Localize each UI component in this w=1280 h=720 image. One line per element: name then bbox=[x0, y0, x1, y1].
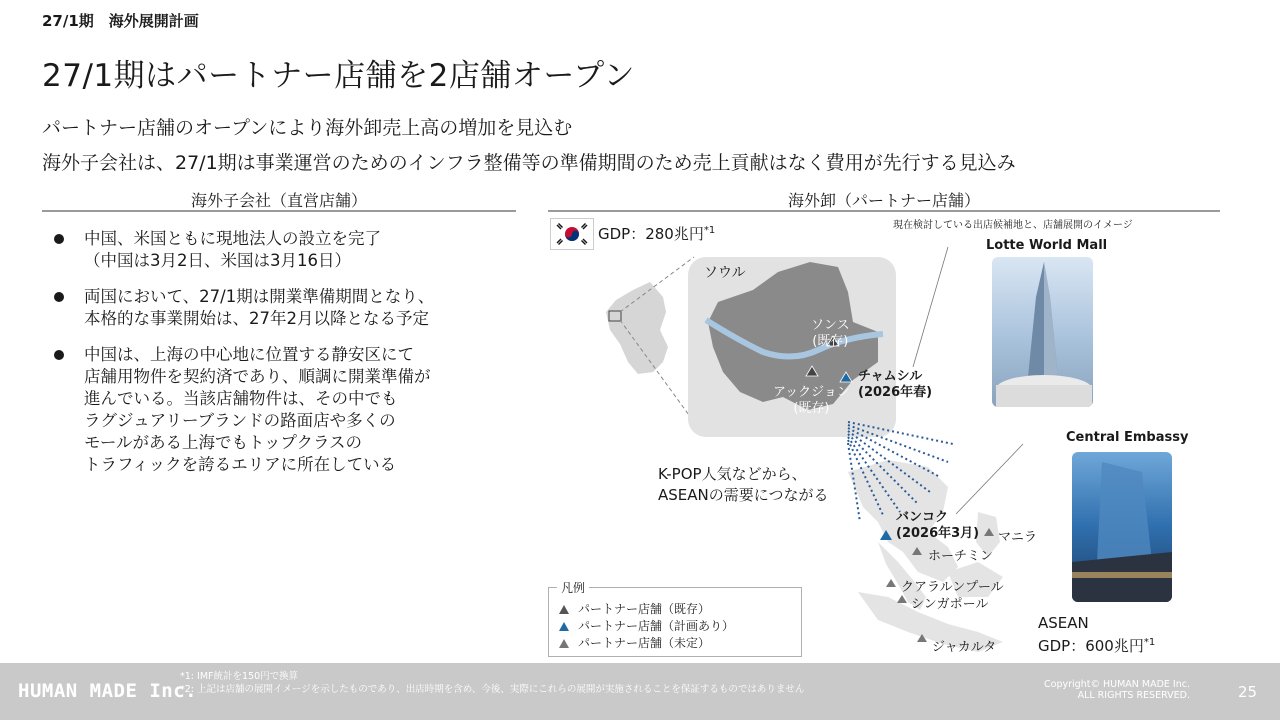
footnotes bbox=[180, 670, 804, 696]
apgujeong-name: アックジョン bbox=[773, 385, 850, 400]
central-embassy-photo bbox=[1072, 452, 1172, 602]
bangkok-status: (2026年3月) bbox=[896, 526, 980, 541]
footnote-ref: *1 bbox=[1143, 637, 1156, 648]
list-item bbox=[54, 228, 514, 272]
list-item bbox=[54, 286, 514, 330]
subtitle-1: パートナー店舗のオープンにより海外卸売上高の増加を見込む bbox=[42, 117, 573, 139]
legend-existing-label: パートナー店舗（既存） bbox=[578, 602, 711, 616]
jamsil-name: チャムシル bbox=[858, 369, 923, 384]
bullet-dot bbox=[54, 292, 64, 302]
bullet-line: 中国は、上海の中心地に位置する静安区にて bbox=[84, 345, 414, 364]
lotte-label: Lotte World Mall bbox=[986, 238, 1108, 253]
apgujeong-status: (既存) bbox=[793, 401, 830, 416]
page-number: 25 bbox=[1238, 683, 1258, 701]
subtitle-2: 海外子会社は、27/1期は事業運営のためのインフラ整備等の準備期間のため売上貢献はなく費用が先行する見込み bbox=[42, 152, 1016, 174]
kpop-line-1: K-POP人気などから、 bbox=[658, 465, 807, 483]
legend-planned-label: パートナー店舗（計画あり） bbox=[578, 619, 735, 633]
kualalumpur-label: クアラルンプール bbox=[901, 580, 1004, 595]
bullet-line: モールがある上海でもトップクラスの bbox=[84, 433, 363, 452]
right-heading: 海外卸（パートナー店舗） bbox=[548, 188, 1220, 212]
triangle-icon bbox=[559, 605, 569, 614]
bullet-dot bbox=[54, 234, 64, 244]
bullet-dot bbox=[54, 350, 64, 360]
footnote-2: *2: 上記は店舗の展開イメージを示したものであり、出店時期を含め、今後、実際にこれらの展開が実施されることを保証するものではありません bbox=[180, 684, 805, 695]
bullet-line: 進んでいる。当該店舗物件は、その中でも bbox=[84, 389, 398, 408]
hochiminh-label: ホーチミン bbox=[928, 549, 994, 564]
footnote-1: *1: IMF統計を150円で換算 bbox=[180, 671, 299, 682]
triangle-icon bbox=[559, 639, 569, 648]
seoul-label: ソウル bbox=[704, 265, 746, 281]
bullet-line: 店舗用物件を契約済であり、順調に開業準備が bbox=[84, 367, 431, 386]
apgujeong-label bbox=[773, 385, 850, 417]
company-logo: HUMAN MADE Inc. bbox=[18, 680, 198, 702]
jamsil-label bbox=[858, 369, 932, 401]
bullet-line: 中国、米国ともに現地法人の設立を完了 bbox=[84, 229, 381, 248]
footnote-ref: *1 bbox=[703, 225, 716, 236]
candidate-note: 現在検討している出店候補地と、店舗展開のイメージ bbox=[893, 220, 1133, 231]
bangkok-name: バンコク bbox=[896, 510, 949, 525]
sons-label bbox=[811, 318, 850, 350]
copyright-line-2: ALL RIGHTS RESERVED. bbox=[1077, 690, 1190, 701]
kpop-note bbox=[658, 464, 828, 506]
legend-planned bbox=[559, 617, 734, 634]
legend bbox=[548, 581, 802, 657]
bullet-line: ラグジュアリーブランドの路面店や多くの bbox=[84, 411, 396, 430]
asean-gdp bbox=[1038, 614, 1155, 656]
page-title: 27/1期はパートナー店舗を2店舗オープン bbox=[42, 58, 636, 94]
singapore-label: シンガポール bbox=[911, 597, 989, 612]
sons-name: ソンス bbox=[811, 318, 850, 333]
jakarta-label: ジャカルタ bbox=[932, 640, 997, 655]
legend-undecided bbox=[559, 634, 710, 651]
asean-gdp-value: GDP：600兆円 bbox=[1038, 637, 1144, 655]
section-label: 27/1期 海外展開計画 bbox=[42, 12, 199, 30]
bullet-line: 両国において、27/1期は開業準備期間となり、 bbox=[84, 287, 435, 306]
legend-existing bbox=[559, 600, 710, 617]
bullet-line: 本格的な事業開始は、27年2月以降となる予定 bbox=[84, 309, 429, 328]
lotte-world-mall-photo bbox=[992, 257, 1093, 407]
left-bullet-list bbox=[54, 228, 514, 490]
bullet-line: （中国は3月2日、米国は3月16日） bbox=[84, 251, 351, 270]
bangkok-label bbox=[896, 510, 979, 542]
kualalumpur-triangle bbox=[886, 579, 896, 587]
legend-undecided-label: パートナー店舗（未定） bbox=[578, 636, 711, 650]
manila-label: マニラ bbox=[998, 530, 1038, 545]
list-item bbox=[54, 344, 514, 476]
legend-title: 凡例 bbox=[557, 579, 589, 596]
sons-status: (既存) bbox=[812, 334, 849, 349]
central-embassy-label: Central Embassy bbox=[1066, 430, 1189, 445]
left-heading: 海外子会社（直営店舗） bbox=[42, 188, 516, 212]
korea-gdp-value: GDP：280兆円 bbox=[598, 225, 704, 243]
triangle-icon bbox=[559, 622, 569, 631]
copyright-line-1: Copyright© HUMAN MADE Inc. bbox=[1044, 679, 1190, 690]
asean-label: ASEAN bbox=[1038, 614, 1089, 632]
copyright bbox=[1020, 679, 1190, 701]
korea-map-shape bbox=[606, 282, 668, 374]
bullet-line: トラフィックを誇るエリアに所在している bbox=[84, 455, 397, 474]
jamsil-status: (2026年春) bbox=[858, 385, 933, 400]
kpop-line-2: ASEANの需要につながる bbox=[658, 486, 829, 504]
